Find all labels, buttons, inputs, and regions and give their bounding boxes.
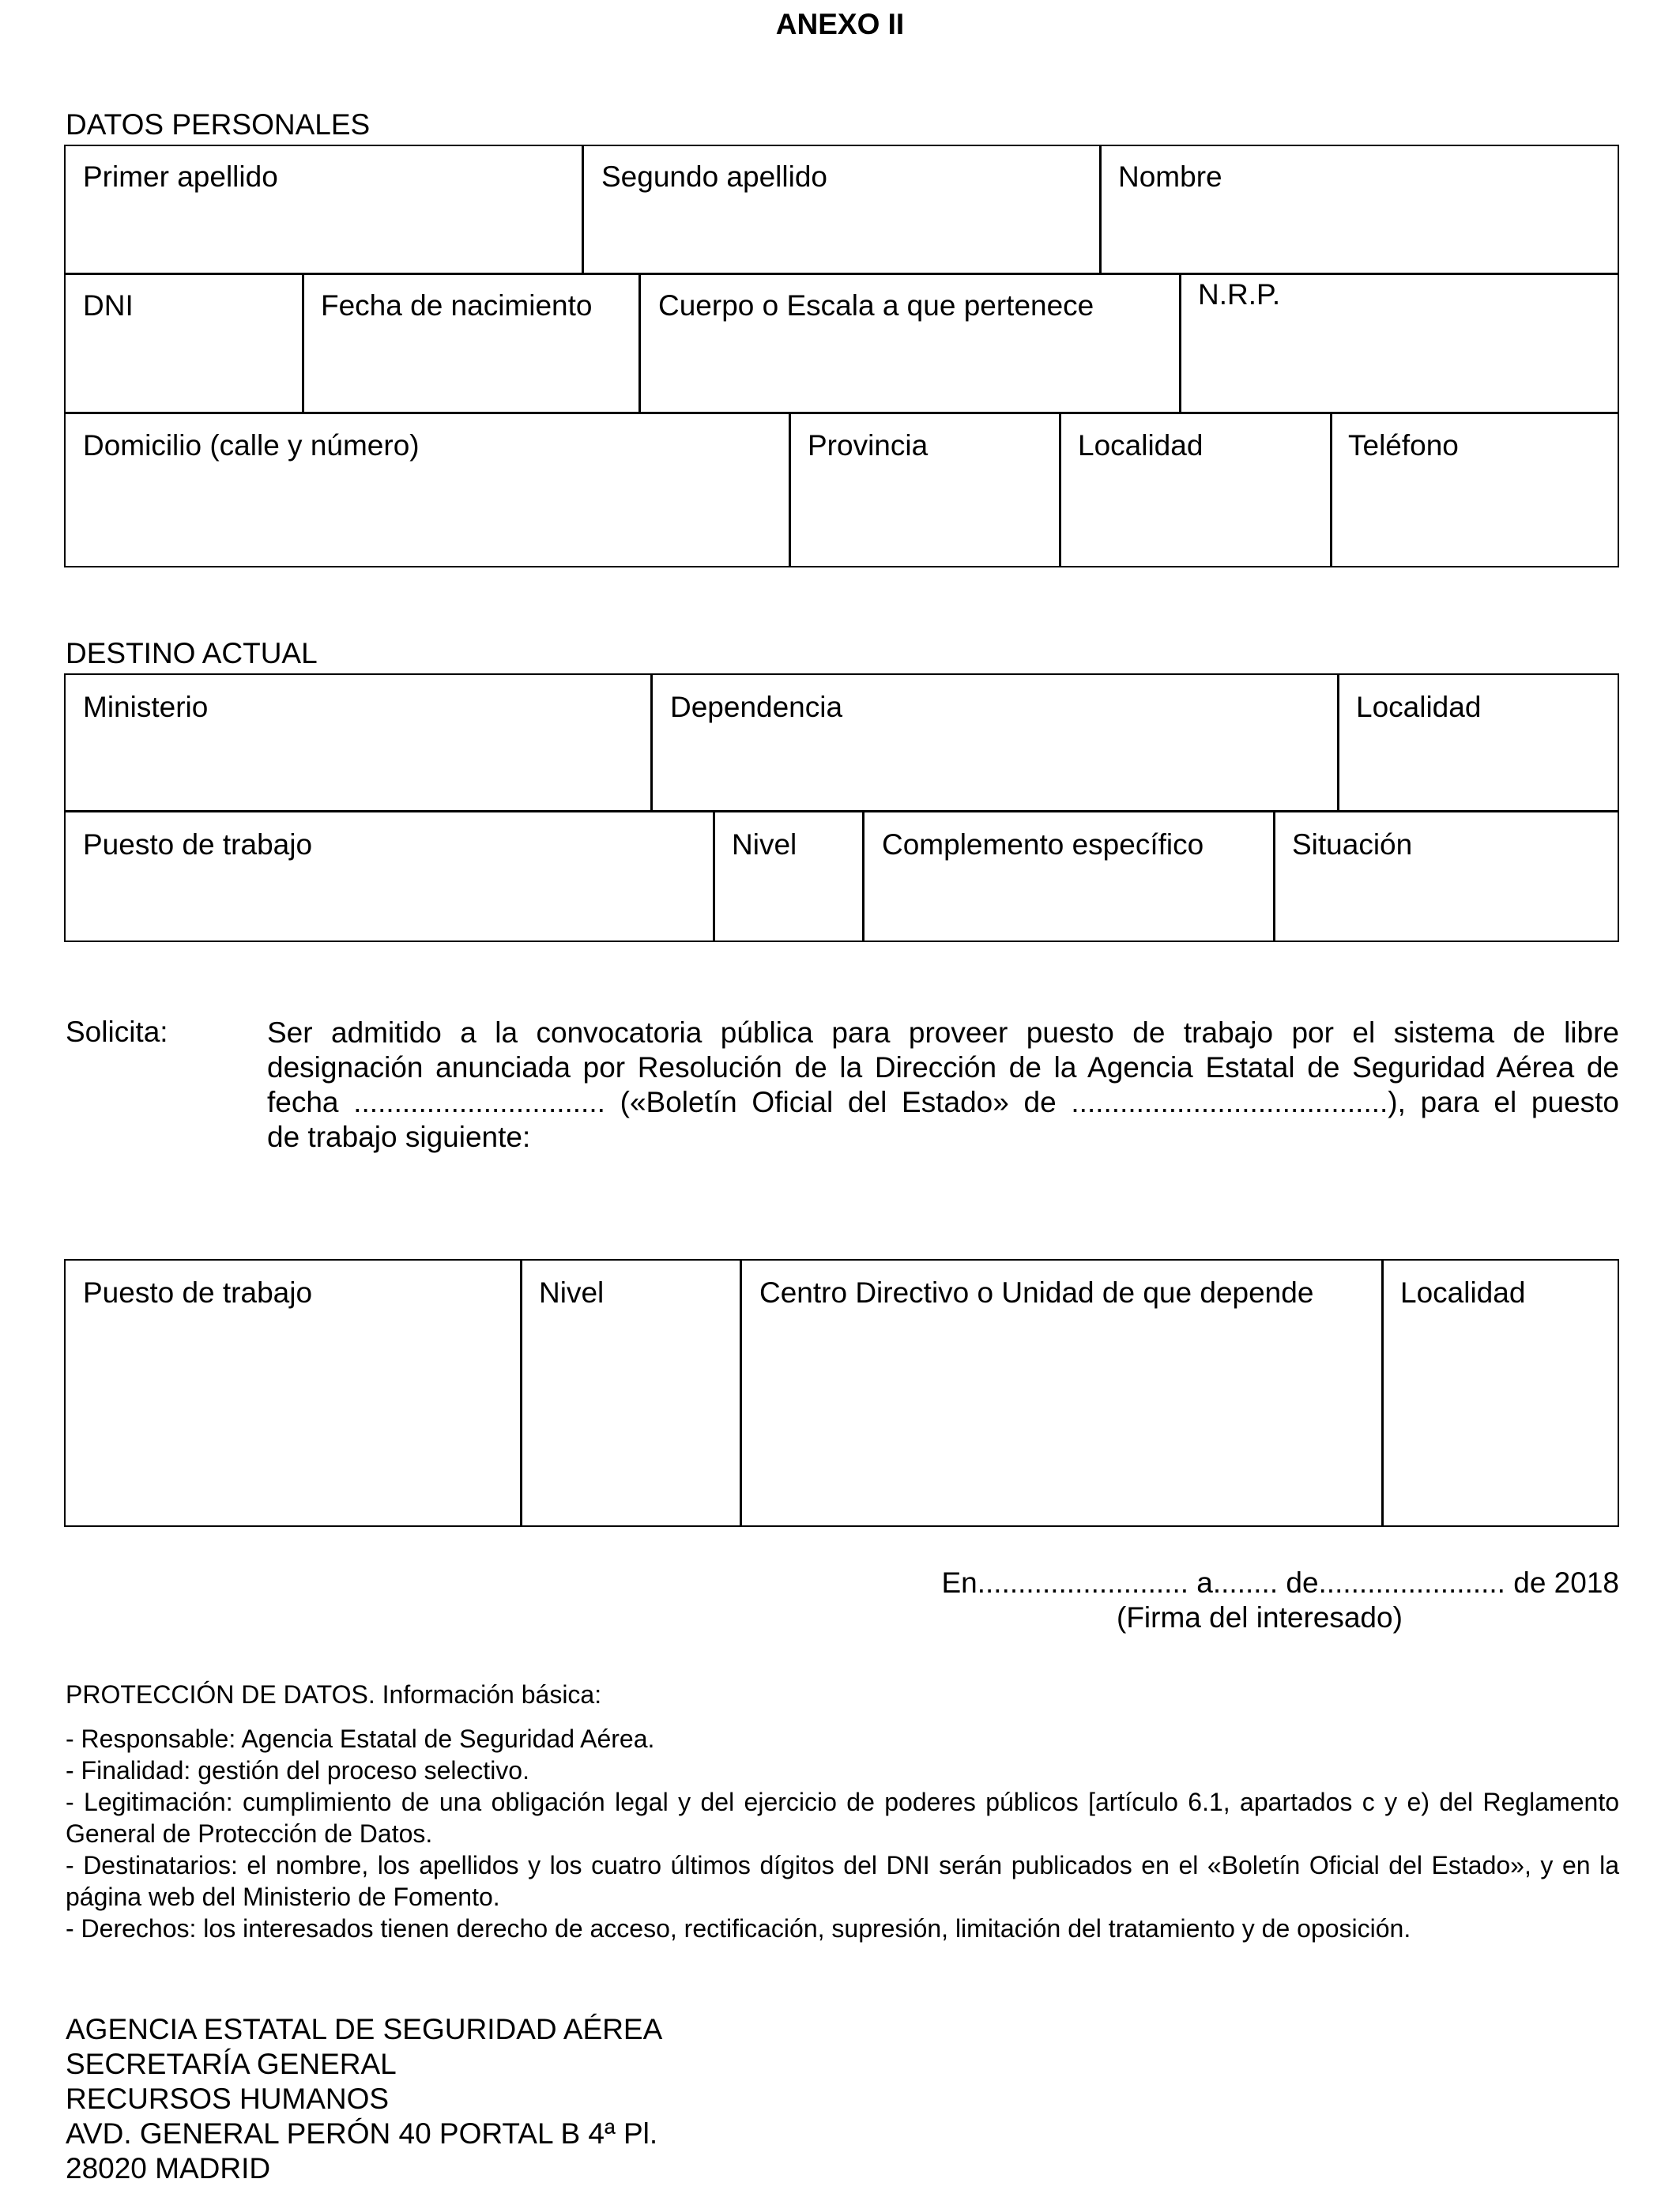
- col-divider: [1273, 810, 1275, 942]
- field-complemento-especifico[interactable]: Complemento específico: [882, 828, 1204, 861]
- solicita-line: de trabajo siguiente:: [267, 1121, 531, 1153]
- table-border: [64, 145, 1619, 567]
- field-centro-directivo[interactable]: Centro Directivo o Unidad de que depende: [759, 1276, 1314, 1309]
- col-divider: [1179, 273, 1181, 413]
- date-place-line[interactable]: En.......................... a........ de....................... de 2018: [941, 1566, 1619, 1599]
- col-divider: [1330, 412, 1332, 567]
- field-localidad-destino[interactable]: Localidad: [1356, 691, 1482, 723]
- col-divider: [1099, 145, 1102, 273]
- page-title: ANEXO II: [775, 8, 905, 40]
- col-divider: [1059, 412, 1061, 567]
- proteccion-item: - Responsable: Agencia Estatal de Seguridad Aérea.: [66, 1725, 655, 1753]
- section-heading-datos-personales: DATOS PERSONALES: [66, 108, 371, 141]
- address-line: SECRETARÍA GENERAL: [66, 2048, 397, 2080]
- col-divider: [862, 810, 864, 942]
- row-divider: [64, 810, 1619, 812]
- col-divider: [582, 145, 584, 273]
- field-domicilio[interactable]: Domicilio (calle y número): [83, 429, 420, 462]
- col-divider: [302, 273, 304, 413]
- col-divider: [1381, 1259, 1384, 1527]
- field-nivel-solicitado[interactable]: Nivel: [539, 1276, 605, 1309]
- proteccion-item: - Legitimación: cumplimiento de una obligación legal y del ejercicio de poderes públicos [artículo 6.1, apartados c y e) del Reglamento General de Protección de Datos.: [66, 1788, 1619, 1848]
- field-localidad-solicitada[interactable]: Localidad: [1400, 1276, 1526, 1309]
- proteccion-item: - Derechos: los interesados tienen derecho de acceso, rectificación, supresión, limitación del tratamiento y de oposición.: [66, 1914, 1411, 1943]
- field-puesto-solicitado[interactable]: Puesto de trabajo: [83, 1276, 313, 1309]
- solicita-line: Ser admitido a la convocatoria pública para proveer puesto de trabajo por el sistema de libre: [267, 1016, 1619, 1049]
- address-line: RECURSOS HUMANOS: [66, 2083, 390, 2115]
- proteccion-item: - Finalidad: gestión del proceso selectivo.: [66, 1756, 529, 1785]
- address-line: AVD. GENERAL PERÓN 40 PORTAL B 4ª Pl.: [66, 2117, 658, 2150]
- field-puesto-trabajo[interactable]: Puesto de trabajo: [83, 828, 313, 861]
- solicita-line: fecha ............................... («Boletín Oficial del Estado» de .......................................), para el puesto: [267, 1086, 1619, 1118]
- address-line: 28020 MADRID: [66, 2152, 271, 2185]
- signature-label: (Firma del interesado): [1117, 1601, 1403, 1634]
- field-nrp[interactable]: N.R.P.: [1198, 278, 1281, 311]
- row-divider: [64, 412, 1619, 414]
- col-divider: [713, 810, 715, 942]
- field-ministerio[interactable]: Ministerio: [83, 691, 209, 723]
- proteccion-item: - Destinatarios: el nombre, los apellidos y los cuatro últimos dígitos del DNI serán publicados en el «Boletín Oficial del Estado», y en la página web del Ministerio de Fomento.: [66, 1851, 1619, 1911]
- field-telefono[interactable]: Teléfono: [1348, 429, 1459, 462]
- field-nivel[interactable]: Nivel: [732, 828, 797, 861]
- solicita-line: designación anunciada por Resolución de la Dirección de la Agencia Estatal de Seguridad Aérea de: [267, 1051, 1619, 1084]
- row-divider: [64, 273, 1619, 275]
- col-divider: [650, 673, 653, 811]
- field-provincia[interactable]: Provincia: [808, 429, 929, 462]
- field-localidad[interactable]: Localidad: [1078, 429, 1203, 462]
- address-line: AGENCIA ESTATAL DE SEGURIDAD AÉREA: [66, 2013, 663, 2045]
- field-cuerpo-escala[interactable]: Cuerpo o Escala a que pertenece: [658, 289, 1094, 322]
- col-divider: [789, 412, 791, 567]
- field-situacion[interactable]: Situación: [1292, 828, 1413, 861]
- field-dependencia[interactable]: Dependencia: [670, 691, 843, 723]
- field-segundo-apellido[interactable]: Segundo apellido: [601, 160, 827, 193]
- proteccion-heading: PROTECCIÓN DE DATOS. Información básica:: [66, 1680, 602, 1709]
- col-divider: [520, 1259, 522, 1527]
- col-divider: [1337, 673, 1339, 811]
- col-divider: [740, 1259, 742, 1527]
- field-nombre[interactable]: Nombre: [1118, 160, 1222, 193]
- field-primer-apellido[interactable]: Primer apellido: [83, 160, 278, 193]
- field-fecha-nacimiento[interactable]: Fecha de nacimiento: [321, 289, 593, 322]
- solicita-label: Solicita:: [66, 1016, 168, 1048]
- section-heading-destino-actual: DESTINO ACTUAL: [66, 637, 318, 669]
- col-divider: [638, 273, 641, 413]
- field-dni[interactable]: DNI: [83, 289, 134, 322]
